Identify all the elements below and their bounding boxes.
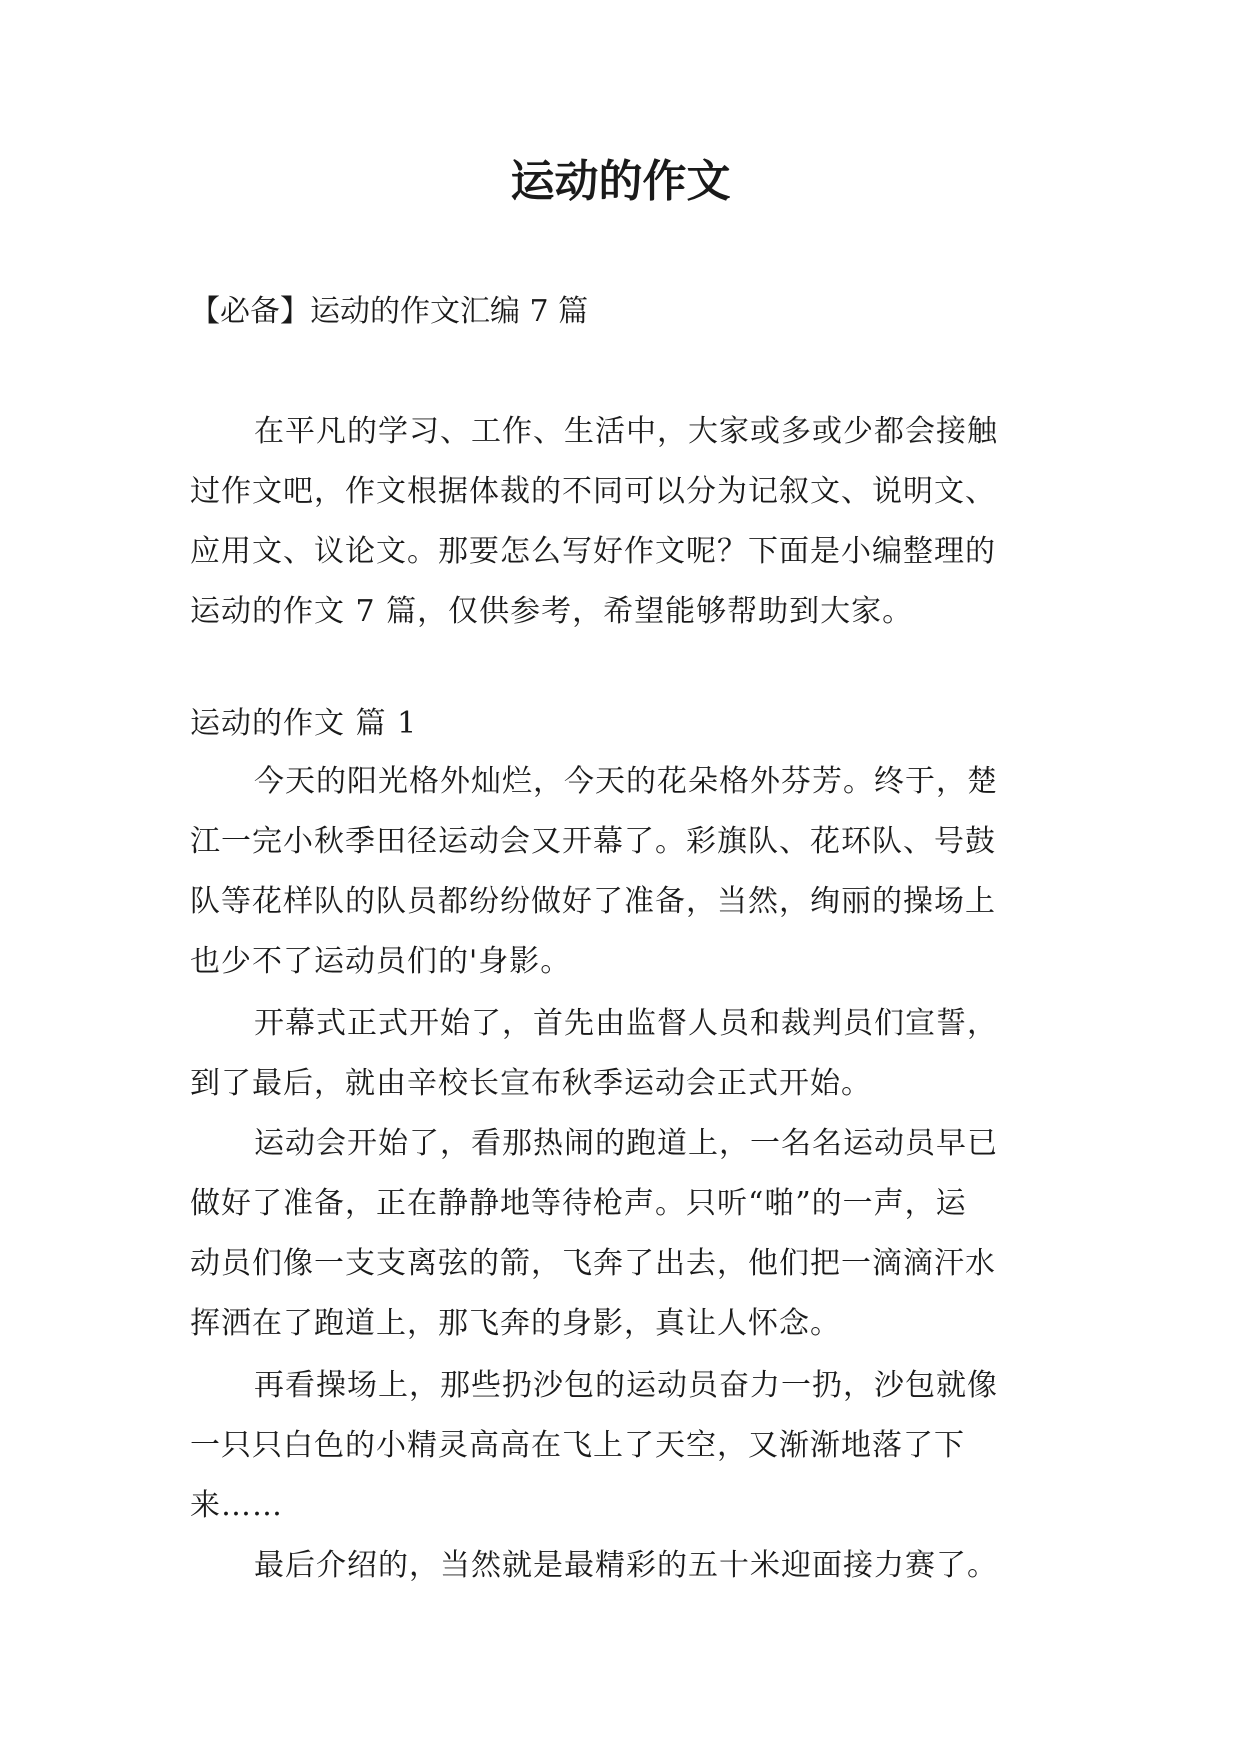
text-line: 挥洒在了跑道上，那飞奔的身影，真让人怀念。 (190, 1306, 841, 1341)
body-paragraph (190, 1536, 1070, 1596)
text-line: 运动会开始了，看那热闹的跑道上，一名名运动员早已 (254, 1126, 998, 1161)
text-line: 做好了准备，正在静静地等待枪声。只听“啪”的一声，运 (190, 1186, 967, 1221)
body-paragraph (190, 1356, 1070, 1536)
text-line: 江一完小秋季田径运动会又开幕了。彩旗队、花环队、号鼓 (190, 824, 996, 859)
text-line: 过作文吧，作文根据体裁的不同可以分为记叙文、说明文、 (190, 474, 996, 509)
text-line: 一只只白色的小精灵高高在飞上了天空，又渐渐地落了下 (190, 1428, 965, 1463)
body-paragraph (190, 994, 1070, 1114)
body-paragraph (190, 752, 1070, 992)
text-line: 在平凡的学习、工作、生活中，大家或多或少都会接触 (254, 414, 998, 449)
text-line: 最后介绍的，当然就是最精彩的五十米迎面接力赛了。 (254, 1548, 998, 1583)
text-line: 开幕式正式开始了，首先由监督人员和裁判员们宣誓， (254, 1006, 998, 1041)
document-title: 运动的作文 (510, 156, 731, 207)
section-heading-block (190, 694, 1070, 754)
text-line: 动员们像一支支离弦的箭，飞奔了出去，他们把一滴滴汗水 (190, 1246, 996, 1281)
document-subtitle: 【必备】运动的作文汇编 7 篇 (190, 294, 589, 329)
text-line: 再看操场上，那些扔沙包的运动员奋力一扔，沙包就像 (254, 1368, 998, 1403)
text-line: 应用文、议论文。那要怎么写好作文呢？下面是小编整理的 (190, 534, 996, 569)
text-line: 来…… (190, 1488, 283, 1523)
text-line: 运动的作文 7 篇，仅供参考，希望能够帮助到大家。 (190, 594, 914, 629)
text-line: 今天的阳光格外灿烂，今天的花朵格外芬芳。终于，楚 (254, 764, 998, 799)
intro-paragraph (190, 402, 1070, 642)
section-heading: 运动的作文 篇 1 (190, 706, 418, 741)
text-line: 到了最后，就由辛校长宣布秋季运动会正式开始。 (190, 1066, 872, 1101)
text-line: 队等花样队的队员都纷纷做好了准备，当然，绚丽的操场上 (190, 884, 996, 919)
body-paragraph (190, 1114, 1070, 1354)
text-line: 也少不了运动员们的'身影。 (190, 944, 572, 979)
